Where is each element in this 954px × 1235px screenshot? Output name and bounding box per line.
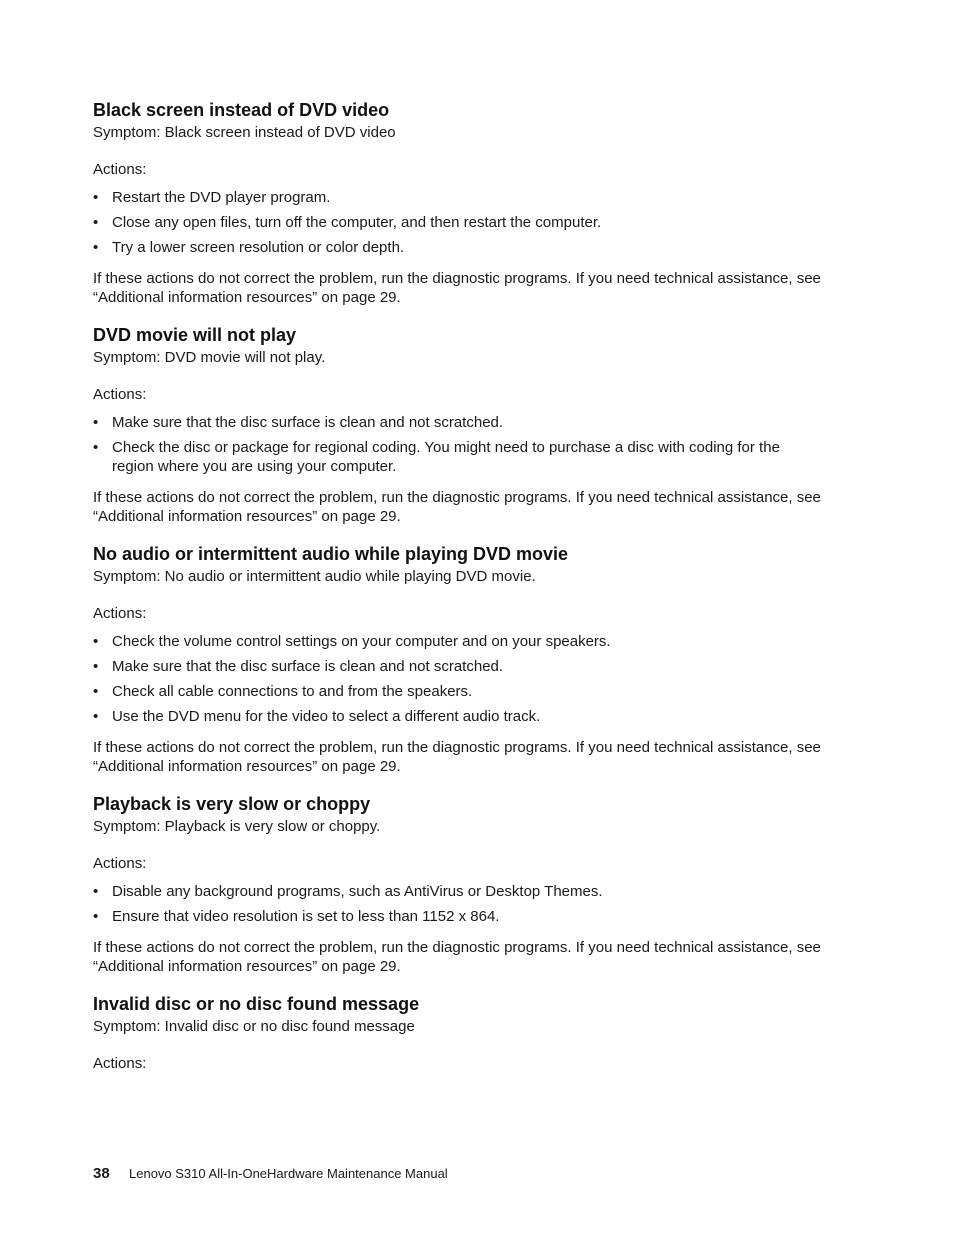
section-heading: No audio or intermittent audio while playing DVD movie [93, 544, 569, 564]
list-item: • Make sure that the disc surface is clean and not scratched. [93, 657, 838, 676]
symptom-text: Symptom: No audio or intermittent audio while playing DVD movie. [93, 568, 536, 585]
actions-label: Actions: [93, 605, 147, 622]
section-heading: Playback is very slow or choppy [93, 794, 371, 814]
section-black-screen [93, 99, 838, 307]
section-playback-slow [93, 793, 838, 976]
list-item: • Disable any background programs, such as AntiVirus or Desktop Themes. [93, 882, 838, 901]
actions-list [93, 882, 838, 926]
list-item: • Ensure that video resolution is set to less than 1152 x 864. [93, 907, 838, 926]
actions-list [93, 413, 838, 476]
page-footer [93, 1165, 448, 1183]
section-heading: Black screen instead of DVD video [93, 100, 390, 120]
symptom-text: Symptom: Invalid disc or no disc found message [93, 1018, 415, 1035]
section-no-audio [93, 543, 838, 776]
symptom-text: Symptom: Playback is very slow or choppy. [93, 818, 381, 835]
actions-list [93, 632, 838, 726]
section-invalid-disc [93, 993, 838, 1073]
help-note: If these actions do not correct the problem, run the diagnostic programs. If you need technical assistance, see “Additional information resources” on page 29. [93, 270, 821, 306]
actions-label: Actions: [93, 1055, 147, 1072]
section-heading: Invalid disc or no disc found message [93, 994, 420, 1014]
document-page [93, 99, 838, 1090]
symptom-text: Symptom: DVD movie will not play. [93, 349, 326, 366]
list-item: • Make sure that the disc surface is clean and not scratched. [93, 413, 838, 432]
help-note: If these actions do not correct the problem, run the diagnostic programs. If you need technical assistance, see “Additional information resources” on page 29. [93, 939, 821, 975]
list-item: • Restart the DVD player program. [93, 188, 838, 207]
actions-label: Actions: [93, 855, 147, 872]
help-note: If these actions do not correct the problem, run the diagnostic programs. If you need technical assistance, see “Additional information resources” on page 29. [93, 739, 821, 775]
help-note: If these actions do not correct the problem, run the diagnostic programs. If you need technical assistance, see “Additional information resources” on page 29. [93, 489, 821, 525]
list-item: • Try a lower screen resolution or color depth. [93, 238, 838, 257]
section-heading: DVD movie will not play [93, 325, 297, 345]
symptom-text: Symptom: Black screen instead of DVD video [93, 124, 396, 141]
list-item: • Check the disc or package for regional coding. You might need to purchase a disc with coding for the region where you are using your computer. [93, 438, 838, 476]
list-item: • Close any open files, turn off the computer, and then restart the computer. [93, 213, 838, 232]
manual-title: Lenovo S310 All-In-OneHardware Maintenance Manual [129, 1166, 448, 1181]
list-item: • Use the DVD menu for the video to select a different audio track. [93, 707, 838, 726]
actions-label: Actions: [93, 161, 147, 178]
actions-label: Actions: [93, 386, 147, 403]
page-number: 38 [93, 1165, 110, 1182]
section-dvd-movie [93, 324, 838, 526]
list-item: • Check all cable connections to and from the speakers. [93, 682, 838, 701]
actions-list [93, 188, 838, 257]
list-item: • Check the volume control settings on your computer and on your speakers. [93, 632, 838, 651]
